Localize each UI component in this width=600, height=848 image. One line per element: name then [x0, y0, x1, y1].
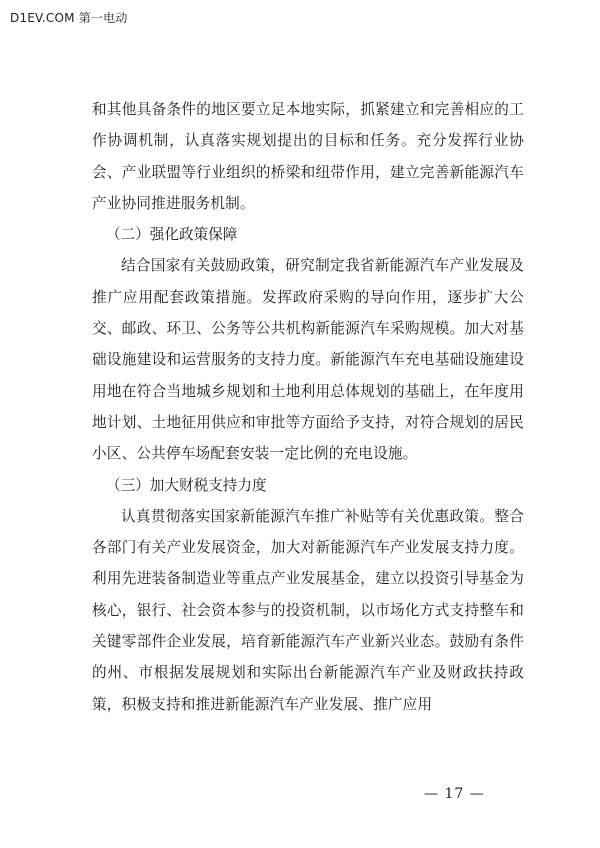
paragraph-continuation: 和其他具备条件的地区要立足本地实际，抓紧建立和完善相应的工作协调机制，认真落实规划提出的目标和任务。充分发挥行业协会、产业联盟等行业组织的桥梁和纽带作用，建立完善新能源汽车产业协同推进服务机制。	[92, 101, 524, 212]
section-heading-fiscal-support: （三）加大财税支持力度	[106, 476, 267, 494]
watermark-logo-text: D1EV.COM 第一电动	[10, 11, 128, 25]
paragraph-fiscal-support: 认真贯彻落实国家新能源汽车推广补贴等有关优惠政策。整合各部门有关产业发展资金，加大对新能源汽车产业发展支持力度。利用先进装备制造业等重点产业发展基金，建立以投资引导基金为核心，银行、社会资本参与的投资机制，以市场化方式支持整车和关键零部件企业发展，培育新能源汽车产业新兴业态。鼓励有条件的州、市根据发展规划和实际出台新能源汽车产业及财政扶持政策，积极支持和推进新能源汽车产业发展、推广应用	[92, 507, 524, 713]
paragraph-policy-support: 结合国家有关鼓励政策，研究制定我省新能源汽车产业发展及推广应用配套政策措施。发挥政府采购的导向作用，逐步扩大公交、邮政、环卫、公务等公共机构新能源汽车采购规模。加大对基础设施建设和运营服务的支持力度。新能源汽车充电基础设施建设用地在符合当地城乡规划和土地利用总体规划的基础上，在年度用地计划、土地征用供应和审批等方面给予支持，对符合规划的居民小区、公共停车场配套安装一定比例的充电设施。	[92, 257, 524, 463]
document-body	[92, 94, 524, 720]
section-heading-policy-support: （二）强化政策保障	[106, 226, 238, 244]
page-number: — 17 —	[424, 786, 485, 802]
